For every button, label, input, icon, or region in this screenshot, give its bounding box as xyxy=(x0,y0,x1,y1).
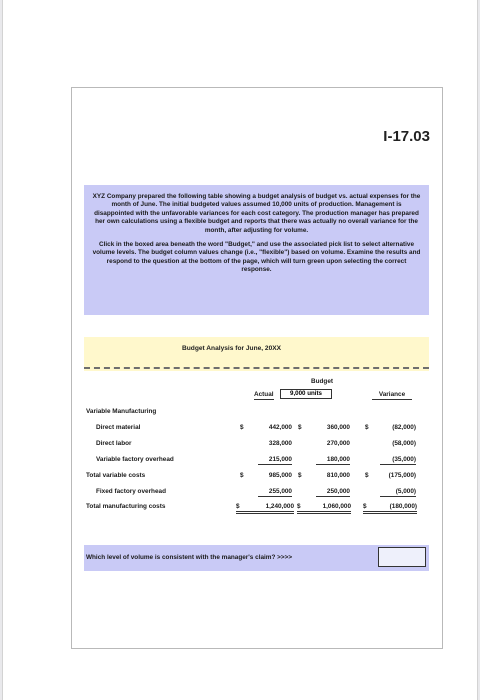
row-label: Variable factory overhead xyxy=(96,456,174,463)
dollar-sign: $ xyxy=(298,472,302,479)
variance-header: Variance xyxy=(372,391,412,400)
intro-paragraph-1: XYZ Company prepared the following table showing a budget analysis of budget vs. actual expenses for the month of June. The initial budgeted values assumed 10,000 units of production. Management is disappointed with the unfavorable variances for each cost category. The production manager has prepared her own calculations using a flexible budget and reports that there was actually no overall variance for the month, after adjusting for volume. xyxy=(92,193,421,234)
row-label: Total variable costs xyxy=(86,472,146,479)
actual-value: 1,240,000 xyxy=(265,503,294,510)
actual-value: 442,000 xyxy=(268,424,292,431)
dollar-sign: $ xyxy=(240,424,244,431)
row-label: Direct labor xyxy=(96,440,132,447)
actual-total-cell xyxy=(236,503,294,514)
actual-header: Actual xyxy=(254,391,274,398)
row-label: Fixed factory overhead xyxy=(96,488,166,495)
actual-value: 215,000 xyxy=(258,456,292,465)
budget-value: 360,000 xyxy=(326,424,350,431)
budget-title: Budget Analysis for June, 20XX xyxy=(182,345,282,352)
budget-value: 810,000 xyxy=(326,472,350,479)
budget-value: 270,000 xyxy=(326,440,350,447)
budget-total-cell xyxy=(297,503,351,514)
dollar-sign: $ xyxy=(240,472,244,479)
budget-header: Budget xyxy=(311,378,334,385)
exercise-panel xyxy=(71,87,443,649)
budget-value: 250,000 xyxy=(316,488,350,497)
intro-paragraph-2: Click in the boxed area beneath the word "Budget," and use the associated pick list to select alternative volume levels. The budget column values change (i.e., "flexible") based on volume. Examine the results and respond to the question at the bottom of the page, which will turn green upon selecting the correct response. xyxy=(92,241,421,274)
actual-value: 255,000 xyxy=(258,488,292,497)
exercise-id: I-17.03 xyxy=(383,128,430,145)
volume-select[interactable]: 9,000 units xyxy=(280,389,332,399)
row-label: Direct material xyxy=(96,424,141,431)
dollar-sign: $ xyxy=(363,503,367,510)
dollar-sign: $ xyxy=(298,424,302,431)
dollar-sign: $ xyxy=(365,424,369,431)
dollar-sign: $ xyxy=(297,503,301,510)
variance-value: (35,000) xyxy=(380,456,416,465)
page-sheet xyxy=(2,0,478,700)
dollar-sign: $ xyxy=(365,472,369,479)
variance-value: (180,000) xyxy=(389,503,417,510)
dollar-sign: $ xyxy=(236,503,240,510)
budget-value: 1,060,000 xyxy=(322,503,351,510)
variance-total-cell xyxy=(363,503,417,514)
answer-input[interactable] xyxy=(378,547,426,567)
actual-value: 328,000 xyxy=(268,440,292,447)
variance-value: (58,000) xyxy=(392,440,416,447)
actual-value: 985,000 xyxy=(268,472,292,479)
variance-value: (175,000) xyxy=(388,472,416,479)
question-text: Which level of volume is consistent with the manager's claim? >>>> xyxy=(86,554,293,561)
section-label: Variable Manufacturing xyxy=(86,408,157,415)
row-label: Total manufacturing costs xyxy=(86,503,166,510)
budget-value: 180,000 xyxy=(316,456,350,465)
variance-value: (5,000) xyxy=(380,488,416,497)
variance-value: (82,000) xyxy=(392,424,416,431)
